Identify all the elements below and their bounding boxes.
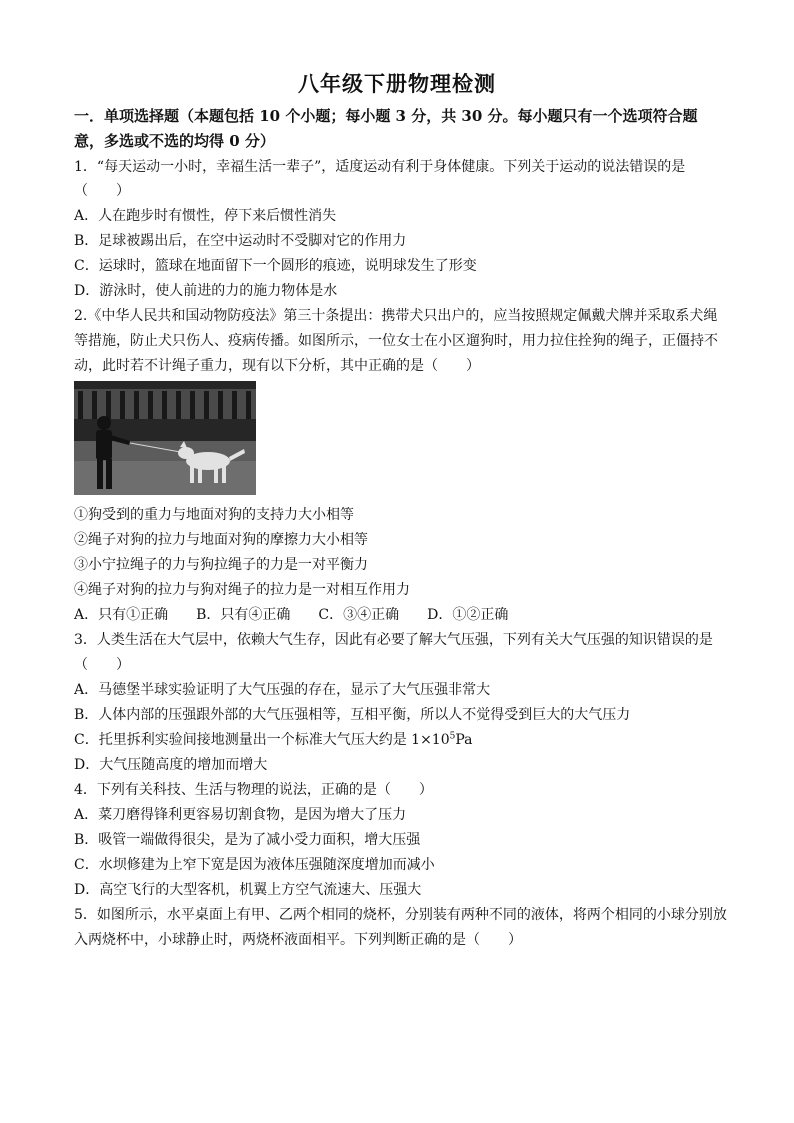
q1-option-b: B．足球被踢出后，在空中运动时不受脚对它的作用力 — [74, 233, 407, 249]
q4-option-b: B．吸管一端做得很尖，是为了减小受力面积，增大压强 — [74, 832, 421, 848]
q2-stem-line3: 动，此时若不计绳子重力，现有以下分析，其中正确的是（ ） — [74, 358, 480, 374]
woman-walking-dog-photo — [74, 381, 256, 495]
q4-stem: 4．下列有关科技、生活与物理的说法，正确的是（ ） — [74, 782, 433, 798]
q5-stem-line1: 5．如图所示，水平桌面上有甲、乙两个相同的烧杯，分别装有两种不同的液体，将两个相同的小球分别放 — [74, 907, 727, 923]
q5-stem-line2: 入两烧杯中，小球静止时，两烧杯液面相平。下列判断正确的是（ ） — [74, 932, 522, 948]
q1-stem-line2: （ ） — [74, 183, 130, 199]
q4-option-c: C．水坝修建为上窄下宽是因为液体压强随深度增加而减小 — [74, 857, 435, 873]
q2-stem-line2: 等措施，防止犬只伤人、疫病传播。如图所示，一位女士在小区遛狗时，用力拉住拴狗的绳子，正僵持不 — [74, 333, 718, 349]
q2-statement-3: ③小宁拉绳子的力与狗拉绳子的力是一对平衡力 — [74, 557, 368, 573]
q3-option-c — [74, 730, 734, 750]
q2-options: A．只有①正确 B．只有④正确 C．③④正确 D．①②正确 — [74, 607, 509, 623]
section-heading-line2: 意，多选或不选的均得 0 分） — [74, 132, 275, 150]
page-title: 八年级下册物理检测 — [298, 72, 496, 96]
q1-option-c: C．运球时，篮球在地面留下一个圆形的痕迹，说明球发生了形变 — [74, 258, 477, 274]
q1-stem-line1: 1．“每天运动一小时，幸福生活一辈子”，适度运动有利于身体健康。下列关于运动的说法错误的是 — [74, 159, 686, 175]
q2-statement-1: ①狗受到的重力与地面对狗的支持力大小相等 — [74, 507, 354, 523]
q3-stem-line2: （ ） — [74, 657, 130, 673]
q1-option-a: A．人在跑步时有惯性，停下来后惯性消失 — [74, 208, 337, 224]
q2-stem-line1: 2.《中华人民共和国动物防疫法》第三十条提出：携带犬只出户的，应当按照规定佩戴犬牌并采取系犬绳 — [74, 308, 718, 324]
q3-option-c-text: C．托里拆利实验间接地测量出一个标准大气压大约是 1×10 — [74, 732, 450, 748]
q3-option-d: D．大气压随高度的增加而增大 — [74, 757, 268, 773]
q1-option-d: D．游泳时，使人前进的力的施力物体是水 — [74, 283, 338, 299]
q3-option-c-exponent: 5 — [449, 731, 456, 742]
q3-option-a: A．马德堡半球实验证明了大气压强的存在，显示了大气压强非常大 — [74, 682, 491, 698]
section-heading-line1: 一．单项选择题（本题包括 10 个小题；每小题 3 分，共 30 分。每小题只有一个选项符合题 — [74, 107, 698, 125]
q2-statement-4: ④绳子对狗的拉力与狗对绳子的拉力是一对相互作用力 — [74, 582, 410, 598]
q3-option-c-unit: Pa — [455, 732, 473, 748]
q2-statement-2: ②绳子对狗的拉力与地面对狗的摩擦力大小相等 — [74, 532, 368, 548]
q3-stem-line1: 3．人类生活在大气层中，依赖大气生存，因此有必要了解大气压强，下列有关大气压强的知识错误的是 — [74, 632, 713, 648]
q3-option-b: B．人体内部的压强跟外部的大气压强相等，互相平衡，所以人不觉得受到巨大的大气压力 — [74, 707, 631, 723]
q4-option-d: D．高空飞行的大型客机，机翼上方空气流速大、压强大 — [74, 882, 422, 898]
q4-option-a: A．菜刀磨得锋利更容易切割食物，是因为增大了压力 — [74, 807, 407, 823]
